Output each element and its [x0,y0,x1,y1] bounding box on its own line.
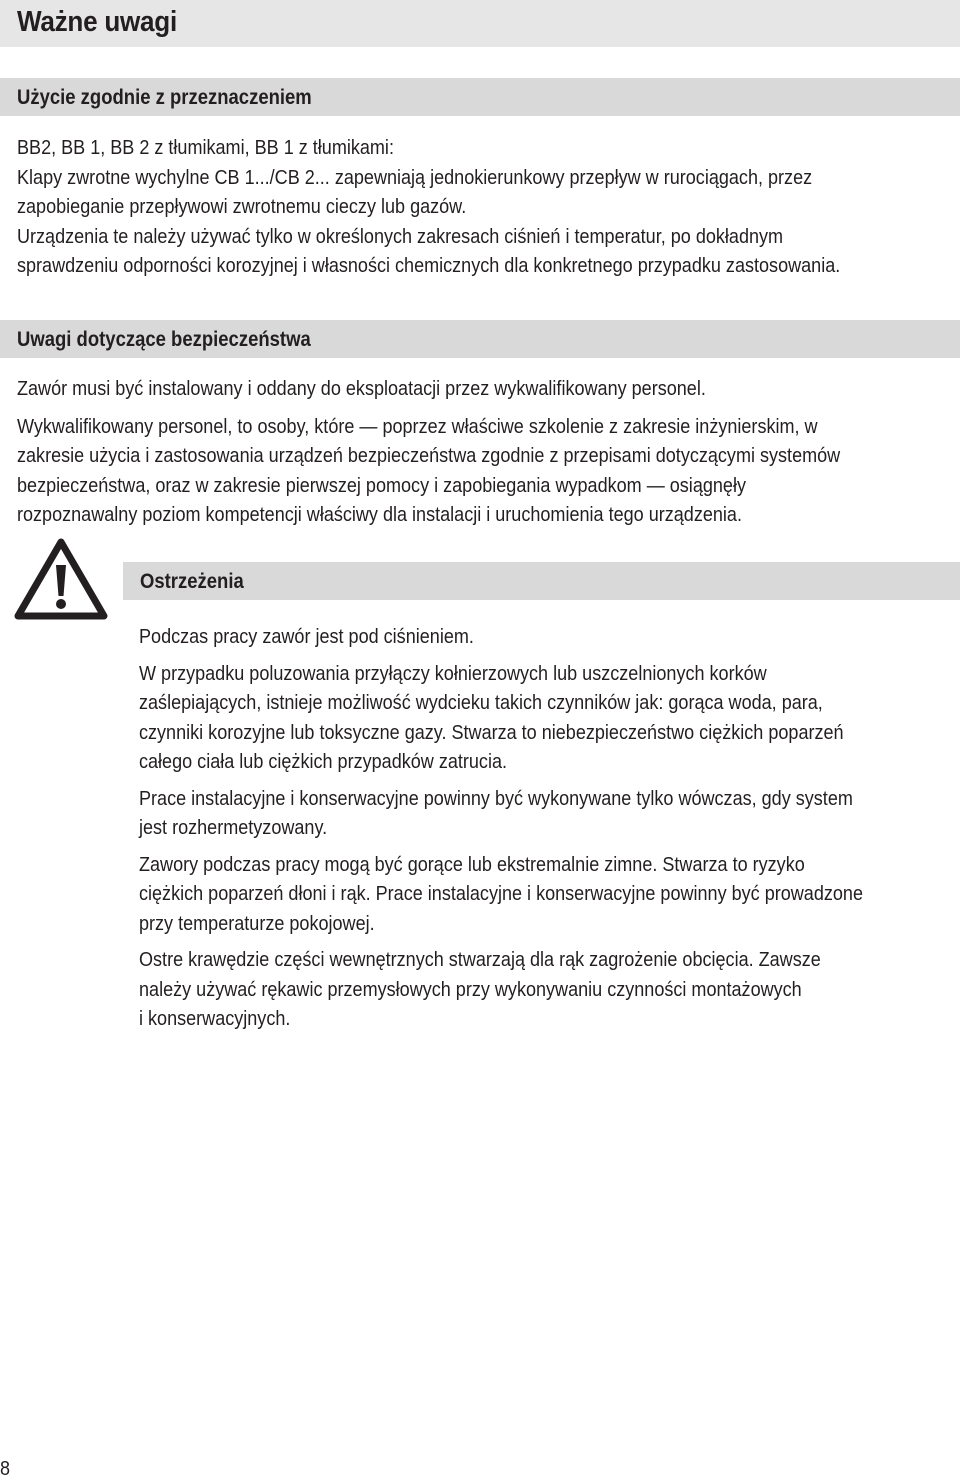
warning-line: i konserwacyjnych. [139,1007,291,1030]
warning-line: czynniki korozyjne lub toksyczne gazy. Stwarza to niebezpieczeństwo ciężkich poparzeń [139,720,844,744]
safety-line: Zawór musi być instalowany i oddany do eksploatacji przez wykwalifikowany personel. [17,377,706,400]
intended-use-line: Klapy zwrotne wychylne CB 1.../CB 2... zapewniają jednokierunkowy przepływ w rurociągach, przez [17,165,813,189]
safety-line: zakresie użycia i zastosowania urządzeń bezpieczeństwa zgodnie z przepisami dotyczącymi systemów [17,444,841,467]
warning-paragraph [139,850,863,939]
warning-line: przy temperaturze pokojowej. [139,911,375,935]
warning-line: Ostre krawędzie części wewnętrznych stwarzają dla rąk zagrożenie obcięcia. Zawsze [139,948,821,971]
warning-line: zaślepiających, istnieje możliwość wydcieku takich czynników jak: gorąca woda, para, [139,691,823,714]
safety-line: bezpieczeństwa, oraz w zakresie pierwszej pomocy i zapobiegania wypadkom — osiągnęły [17,473,746,497]
warning-line: Podczas pracy zawór jest pod ciśnieniem. [139,625,474,648]
warning-line: jest rozhermetyzowany. [139,816,328,839]
warning-paragraph [139,659,863,777]
safety-line: Wykwalifikowany personel, to osoby, które — poprzez właściwe szkolenie z zakresie inżynierskim, w [17,414,818,438]
warning-paragraph [139,945,863,1034]
warning-triangle-icon [14,538,108,620]
page-title: Ważne uwagi [17,6,177,38]
intended-use-header [0,78,960,116]
warning-line: Prace instalacyjne i konserwacyjne powinny być wykonywane tylko wówczas, gdy system [139,786,853,810]
intended-use-line: Urządzenia te należy używać tylko w określonych zakresach ciśnień i temperatur, po dokładnym [17,224,784,248]
warning-line: Zawory podczas pracy mogą być gorące lub ekstremalnie zimne. Stwarza to ryzyko [139,852,805,876]
page-title-bar [0,0,960,47]
safety-header [0,320,960,358]
intended-use-heading: Użycie zgodnie z przeznaczeniem [17,86,312,109]
warnings-heading: Ostrzeżenia [140,570,244,593]
warnings-header [123,562,960,600]
warning-line: W przypadku poluzowania przyłączy kołnierzowych lub uszczelnionych korków [139,661,767,685]
intended-use-line: BB2, BB 1, BB 2 z tłumikami, BB 1 z tłumikami: [17,136,394,159]
warning-line: ciężkich poparzeń dłoni i rąk. Prace instalacyjne i konserwacyjne powinny być prowadzone [139,882,863,905]
warning-paragraph [139,622,863,652]
safety-line: rozpoznawalny poziom kompetencji właściwy dla instalacji i uruchomienia tego urządzenia. [17,503,742,526]
warning-paragraph [139,784,863,843]
safety-heading: Uwagi dotyczące bezpieczeństwa [17,328,311,351]
warning-line: należy używać rękawic przemysłowych przy wykonywaniu czynności montażowych [139,977,802,1001]
page-number: 8 [0,1458,11,1480]
intended-use-text [17,133,840,281]
safety-text [17,374,840,530]
intended-use-line: sprawdzeniu odporności korozyjnej i własności chemicznych dla konkretnego przypadku zastosowania. [17,254,841,277]
intended-use-line: zapobieganie przepływowi zwrotnemu cieczy lub gazów. [17,195,467,218]
warning-line: całego ciała lub ciężkich przypadków zatrucia. [139,750,508,773]
warnings-text [139,622,863,1041]
